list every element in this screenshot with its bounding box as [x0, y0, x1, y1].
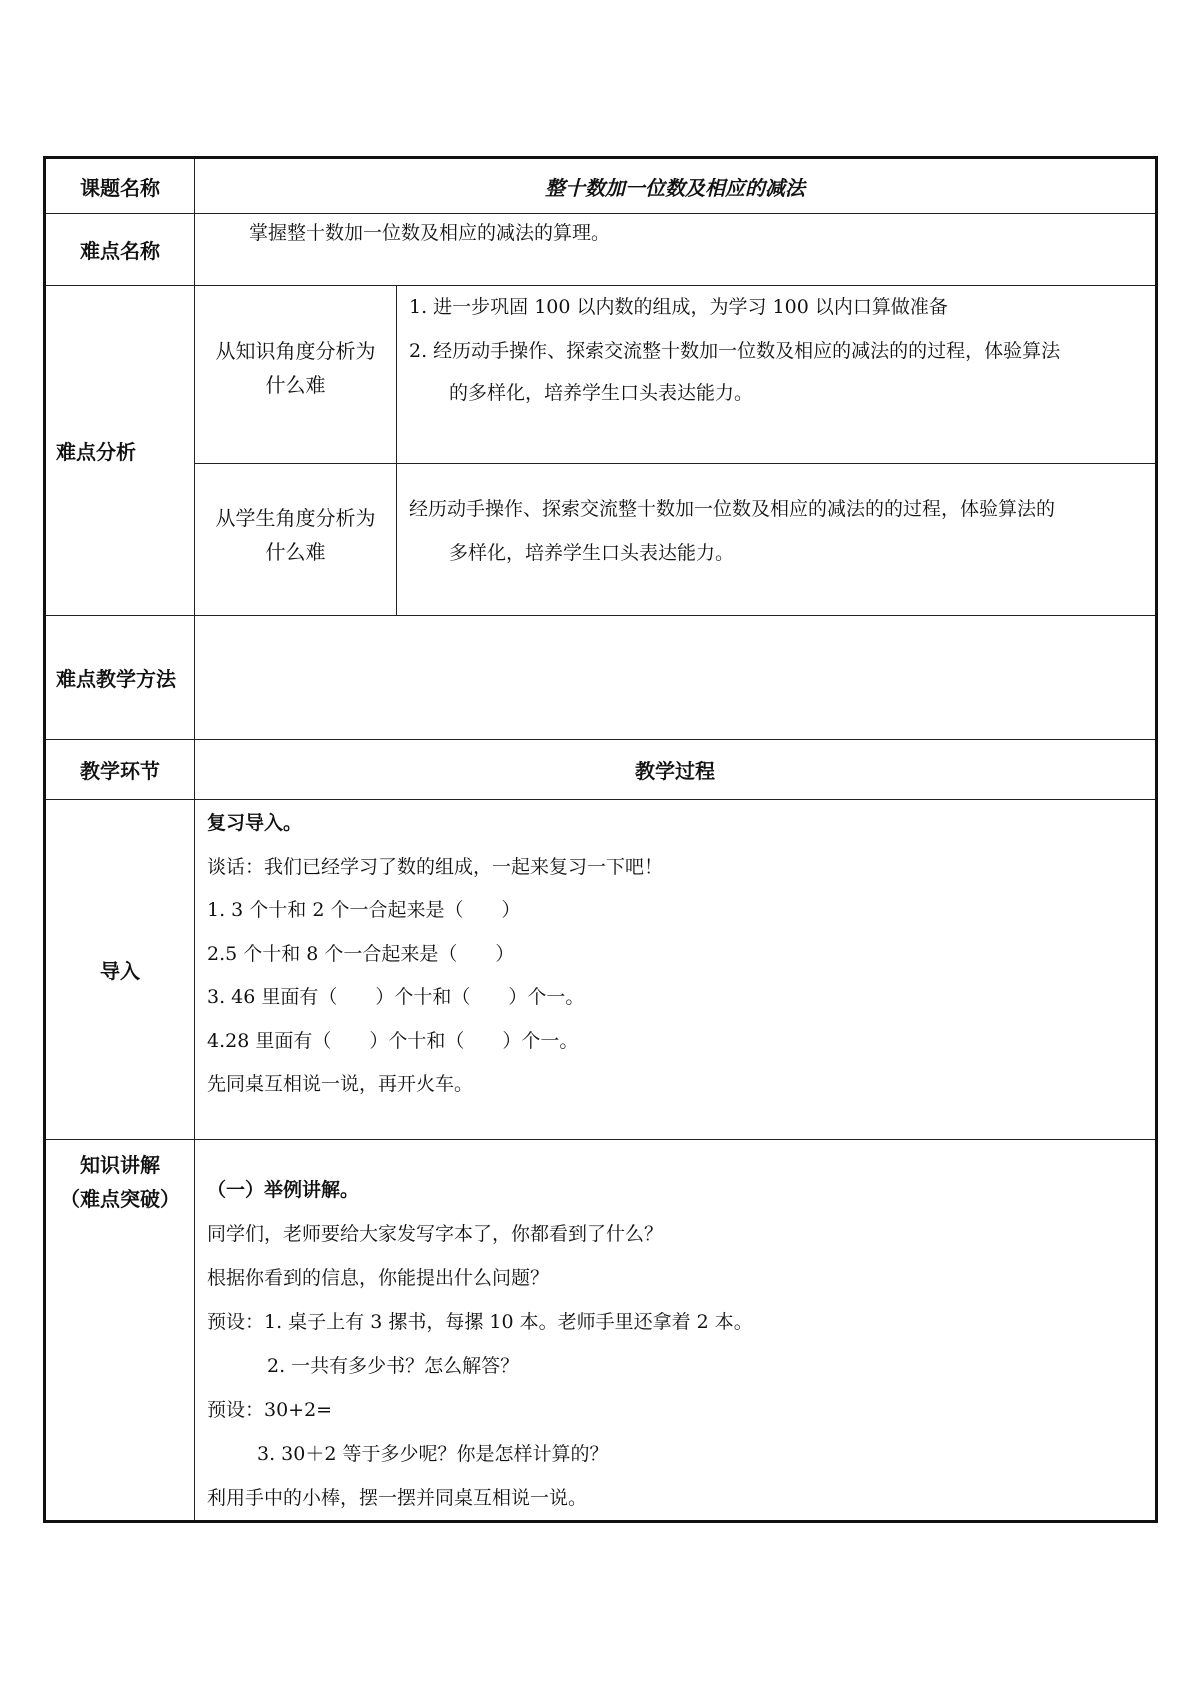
student-line-2: 多样化，培养学生口头表达能力。	[449, 542, 735, 564]
course-title: 整十数加一位数及相应的减法	[195, 158, 1157, 214]
difficulty-name-label: 难点名称	[45, 214, 195, 286]
knowledge-line-6: 3. 30＋2 等于多少呢？你是怎样计算的？	[257, 1443, 609, 1465]
knowledge-line-5: 预设：30+2=	[207, 1399, 333, 1421]
knowledge-label-line1: 知识讲解	[80, 1153, 160, 1177]
intro-q3: 3. 46 里面有（ ）个十和（ ）个一。	[207, 986, 585, 1008]
row-process-header	[45, 740, 1157, 800]
student-line-1: 经历动手操作、探索交流整十数加一位数及相应的减法的的过程，体验算法的	[409, 498, 1056, 520]
row-analysis-student	[45, 464, 1157, 616]
knowledge-item-2-line1: 2. 经历动手操作、探索交流整十数加一位数及相应的减法的的过程，体验算法	[409, 340, 1061, 362]
intro-title: 复习导入。	[207, 812, 303, 834]
student-analysis-label-text: 从学生角度分析为什么难	[215, 505, 376, 564]
intro-label: 导入	[45, 800, 195, 1140]
intro-q4: 4.28 里面有（ ）个十和（ ）个一。	[207, 1029, 579, 1052]
method-label: 难点教学方法	[45, 616, 195, 740]
knowledge-line-3: 预设：1. 桌子上有 3 摞书，每摞 10 本。老师手里还拿着 2 本。	[207, 1311, 753, 1333]
knowledge-title: （一）举例讲解。	[207, 1179, 360, 1201]
knowledge-label-line2: （难点突破）	[60, 1187, 180, 1211]
knowledge-line-1: 同学们，老师要给大家发写字本了，你都看到了什么？	[207, 1223, 664, 1245]
knowledge-label-cell	[45, 1140, 195, 1522]
knowledge-item-1: 1. 进一步巩固 100 以内数的组成，为学习 100 以内口算做准备	[409, 296, 948, 318]
analysis-label: 难点分析	[45, 286, 195, 616]
knowledge-line-4: 2. 一共有多少书？怎么解答？	[267, 1355, 520, 1377]
process-header: 教学过程	[195, 740, 1157, 800]
knowledge-line-2: 根据你看到的信息，你能提出什么问题？	[207, 1267, 550, 1289]
knowledge-analysis-cell	[397, 286, 1157, 464]
row-difficulty-name	[45, 214, 1157, 286]
knowledge-analysis-label-text: 从知识角度分析为什么难	[215, 338, 376, 397]
row-analysis-knowledge	[45, 286, 1157, 464]
knowledge-cell	[195, 1140, 1157, 1522]
knowledge-line-7: 利用手中的小棒，摆一摆并同桌互相说一说。	[207, 1487, 588, 1509]
row-course-title	[45, 158, 1157, 214]
row-method	[45, 616, 1157, 740]
difficulty-name-cell	[195, 214, 1157, 286]
intro-q2: 2.5 个十和 8 个一合起来是（ ）	[207, 942, 515, 965]
student-analysis-label	[195, 464, 397, 616]
student-analysis-cell	[397, 464, 1157, 616]
intro-q1: 1. 3 个十和 2 个一合起来是（ ）	[207, 899, 521, 921]
intro-cell	[195, 800, 1157, 1140]
row-knowledge	[45, 1140, 1157, 1522]
difficulty-name-text: 掌握整十数加一位数及相应的减法的算理。	[249, 222, 611, 244]
row-intro	[45, 800, 1157, 1140]
intro-talk: 谈话：我们已经学习了数的组成，一起来复习一下吧！	[207, 855, 664, 878]
course-label: 课题名称	[45, 158, 195, 214]
knowledge-analysis-label	[195, 286, 397, 464]
intro-note: 先同桌互相说一说，再开火车。	[207, 1073, 474, 1095]
method-cell	[195, 616, 1157, 740]
stage-header: 教学环节	[45, 740, 195, 800]
lesson-plan-table	[43, 156, 1158, 1523]
knowledge-item-2-line2: 的多样化，培养学生口头表达能力。	[449, 382, 754, 404]
